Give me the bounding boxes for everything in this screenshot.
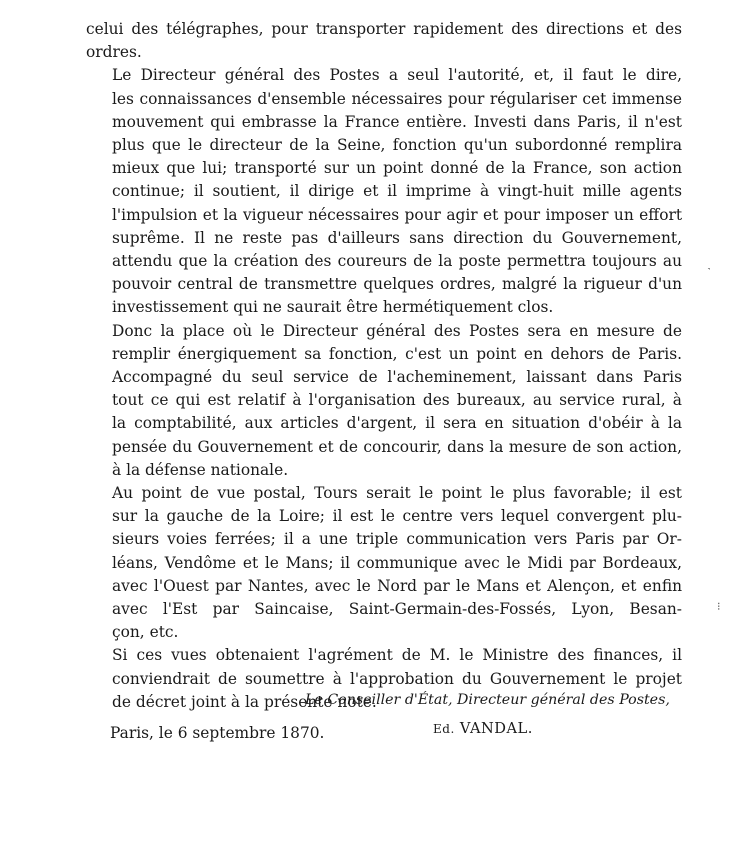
text-line: celui des télégraphes, pour transporter rapidement des directions et des [86,20,682,38]
text-line: suprême. Il ne reste pas d'ailleurs sans direction du Gouvernement, [112,228,682,247]
text-line: de décret joint à la présente note. [112,692,377,711]
text-line: les connaissances d'ensemble nécessaires pour régulariser cet immense [112,89,682,108]
paragraph [86,320,682,482]
text-line: mieux que lui; transporté sur un point donné de la France, son action [112,159,682,178]
text-line: çon, etc. [112,623,179,642]
text-line: continue; il soutient, il dirige et il imprime à vingt-huit mille agents [112,182,682,201]
text-line: avec l'Est par Saincaise, Saint-Germain-des-Fossés, Lyon, Besan- [112,600,682,619]
text-line: mouvement qui embrasse la France entière. Investi dans Paris, il n'est [112,112,682,131]
text-line: sur la gauche de la Loire; il est le centre vers lequel convergent plu- [112,507,682,526]
signatory-surname: VANDAL. [459,720,533,737]
text-line: à la défense nationale. [112,460,289,479]
text-line: Si ces vues obtenaient l'agrément de M. le Ministre des finances, il [112,646,682,665]
paragraph [86,64,682,319]
text-line: pensée du Gouvernement et de concourir, dans la mesure de son action, [112,437,682,456]
text-line: l'impulsion et la vigueur nécessaires pour agir et pour imposer un effort [112,205,682,224]
dateline: Paris, le 6 septembre 1870. [110,724,325,743]
paragraph [86,482,682,644]
text-line: ordres. [86,43,142,62]
margin-speck: ⁝ [717,600,721,613]
text-line: avec l'Ouest par Nantes, avec le Nord par le Mans et Alençon, et enfin [112,576,682,595]
text-line: Accompagné du seul service de l'acheminement, laissant dans Paris [112,368,682,387]
text-line: la comptabilité, aux articles d'argent, il sera en situation d'obéir à la [112,414,682,433]
document-body [86,18,682,742]
text-line: Le Directeur général des Postes a seul l'autorité, et, il faut le dire, [112,66,682,85]
text-line: Au point de vue postal, Tours serait le point le plus favorable; il est [112,484,682,503]
signatory-initial: Ed. [433,722,455,736]
text-line: conviendrait de soumettre à l'approbation du Gouvernement le projet [112,669,682,688]
text-line: Donc la place où le Directeur général des Postes sera en mesure de [112,321,682,340]
margin-speck: ˺ [707,265,711,278]
text-line: pouvoir central de transmettre quelques ordres, malgré la rigueur d'un [112,275,682,294]
signatory-title: Le Conseiller d'État, Directeur général des Postes, [305,692,670,708]
text-line: remplir énergiquement sa fonction, c'est un point en dehors de Paris. [112,344,682,363]
paragraph [86,18,682,64]
signatory-name [433,720,533,737]
text-line: tout ce qui est relatif à l'organisation des bureaux, au service rural, à [112,391,682,410]
text-line: léans, Vendôme et le Mans; il communique avec le Midi par Bordeaux, [112,553,682,572]
text-line: plus que le directeur de la Seine, fonction qu'un subordonné remplira [112,136,682,155]
text-line: investissement qui ne saurait être hermétiquement clos. [112,298,554,317]
text-line: sieurs voies ferrées; il a une triple communication vers Paris par Or- [112,530,682,549]
text-line: attendu que la création des coureurs de la poste permettra toujours au [112,252,682,271]
